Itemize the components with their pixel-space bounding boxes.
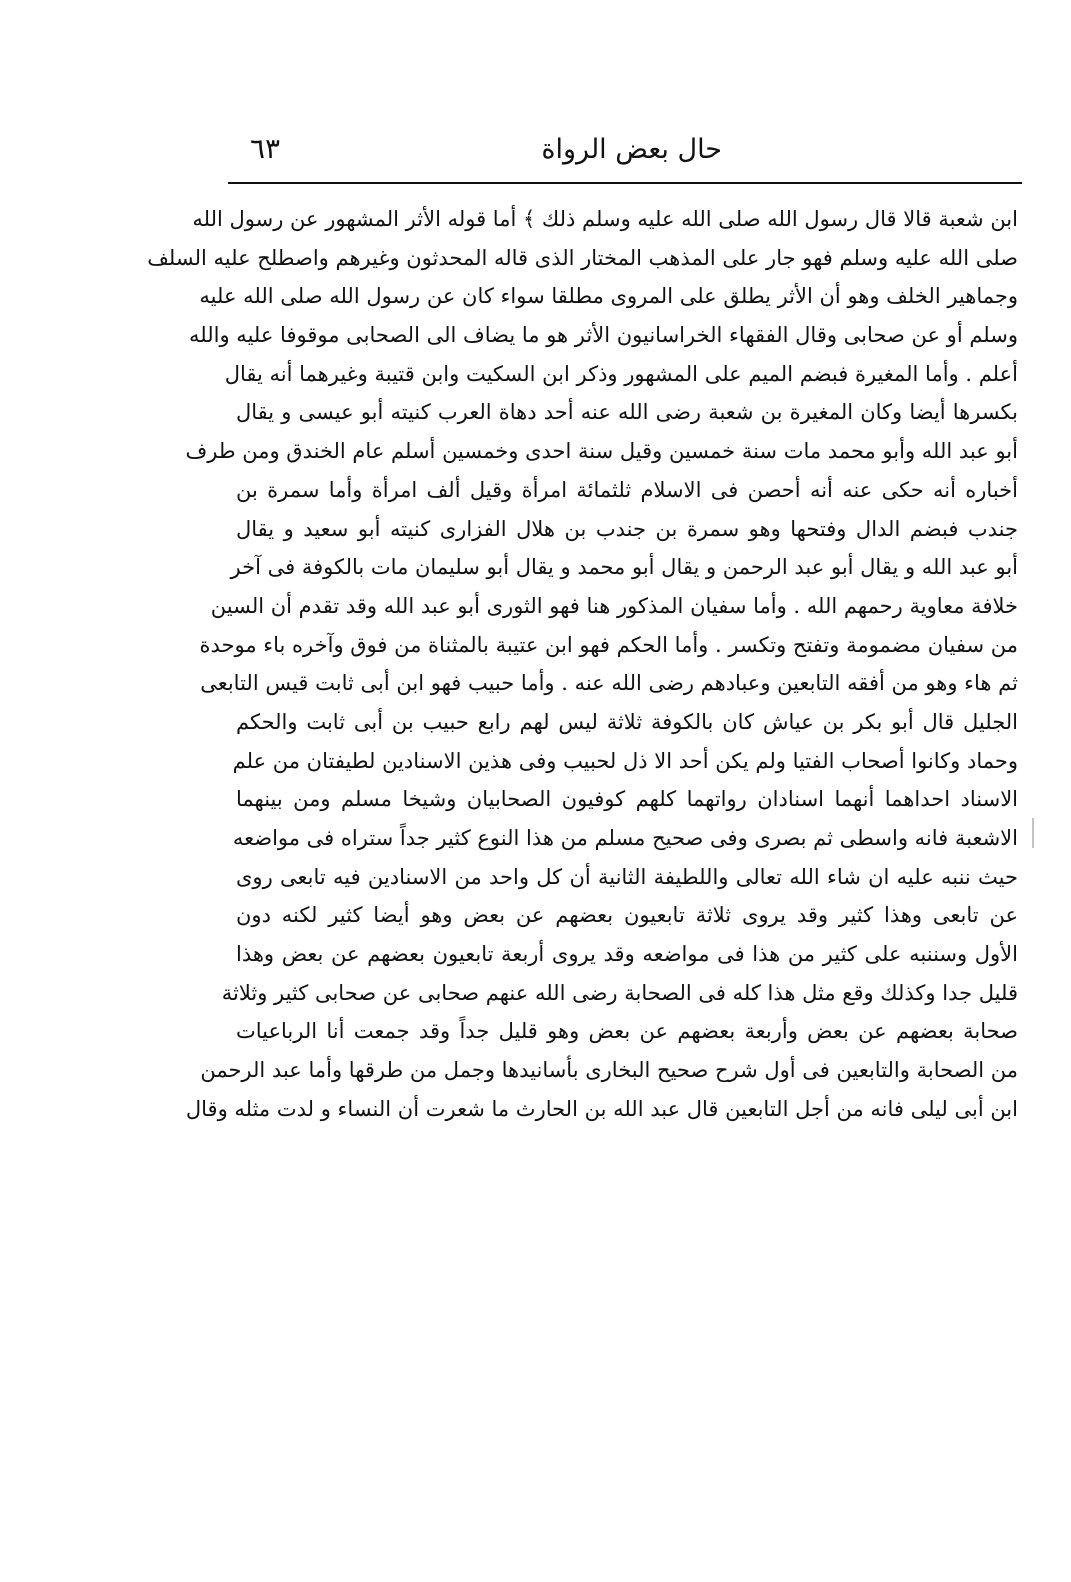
text-line: الأول وسننبه على كثير من هذا فى مواضعه وقد يروى أربعة تابعيون بعضهم عن بعض وهذا	[236, 942, 1018, 967]
text-line: بكسرها أيضا وكان المغيرة بن شعبة رضى الله عنه أحد دهاة العرب كنيته أبو عيسى و يقال	[236, 400, 1018, 425]
text-line: ابن شعبة قالا قال رسول الله صلى الله عليه وسلم ذلك ﴾ أما قوله الأثر المشهور عن رسول الله	[192, 207, 1018, 231]
page-number: ٦٣	[250, 132, 281, 165]
text-line: ثم هاء وهو من أفقه التابعين وعبادهم رضى الله عنه . وأما حبيب فهو ابن أبى ثابت قيس التابعى	[200, 671, 1018, 696]
text-line: وحماد وكانوا أصحاب الفتيا ولم يكن أحد الا ذل لحبيب وفى هذين الاسنادين لطيفتان من علم	[232, 748, 1018, 773]
running-title: حال بعض الرواة	[541, 134, 722, 165]
text-line: قليل جدا وكذلك وقع مثل هذا كله فى الصحابة رضى الله عنهم صحابى عن صحابى كثير وثلاثة	[221, 980, 1018, 1005]
text-line: أبو عبد الله وأبو محمد مات سنة خمسين وقيل سنة احدى وخمسين أسلم عام الخندق ومن طرف	[185, 439, 1018, 464]
text-line: الاسناد احداهما أنهما اسنادان رواتهما كلهم كوفيون الصحابيان وشيخا مسلم ومن بينهما	[236, 787, 1018, 812]
text-line: الاشعبة فانه واسطى ثم بصرى وفى صحيح مسلم من هذا النوع كثير جداً ستراه فى مواضعه	[232, 826, 1018, 850]
text-line: ابن أبى ليلى فانه من أجل التابعين قال عبد الله بن الحارث ما شعرت أن النساء و لدت مثله وقال	[185, 1096, 1018, 1121]
text-line: من سفيان مضمومة وتفتح وتكسر . وأما الحكم فهو ابن عتيبة بالمثناة من فوق وآخره باء موحدة	[199, 632, 1018, 657]
page-header	[228, 128, 1022, 178]
text-line: الجليل قال أبو بكر بن عياش كان بالكوفة ثلاثة ليس لهم رابع حبيب بن أبى ثابت والحكم	[236, 709, 1018, 734]
text-line: جندب فبضم الدال وفتحها وهو سمرة بن جندب بن هلال الفزارى كنيته أبو سعيد و يقال	[236, 516, 1018, 541]
text-line: وجماهير الخلف وهو أن الأثر يطلق على المروى مطلقا سواء كان عن رسول الله صلى الله عليه	[199, 284, 1018, 309]
margin-mark	[1032, 818, 1034, 848]
text-line: أبو عبد الله و يقال أبو عبد الرحمن و يقال أبو محمد و يقال أبو سليمان مات بالكوفة فى آخر	[230, 555, 1018, 580]
text-line: من الصحابة والتابعين فى أول شرح صحيح البخارى بأسانيدها وجمل من طرقها وأما عبد الرحمن	[200, 1058, 1018, 1083]
text-line: أخباره أنه حكى عنه أنه أحصن فى الاسلام ثلثمائة امرأة وقيل ألف امرأة وأما سمرة بن	[236, 477, 1018, 502]
text-line: وسلم أو عن صحابى وقال الفقهاء الخراسانيون الأثر هو ما يضاف الى الصحابى موقوفا عليه والله	[189, 323, 1018, 348]
text-line: صلى الله عليه وسلم فهو جار على المذهب المختار الذى قاله المحدثون وغيرهم واصطلح عليه السلف	[147, 245, 1018, 270]
text-line: عن تابعى وهذا كثير وقد يروى ثلاثة تابعيون بعضهم عن بعض وهو أيضا كثير لكنه دون	[236, 903, 1018, 928]
text-line: صحابة بعضهم عن بعض وأربعة بعضهم عن بعض وهو قليل جداً وقد جمعت أنا الرباعيات	[236, 1019, 1018, 1044]
text-line: خلافة معاوية رحمهم الله . وأما سفيان المذكور هنا فهو الثورى أبو عبد الله وقد تقدم أن السين	[210, 593, 1018, 618]
body-text	[147, 200, 1018, 1129]
text-line: حيث ننبه عليه ان شاء الله تعالى واللطيفة الثانية أن كل واحد من الاسنادين فيه تابعى روى	[236, 864, 1018, 889]
text-line: أعلم . وأما المغيرة فبضم الميم على المشهور وذكر ابن السكيت وابن قتيبة وغيرهما أنه يقال	[224, 361, 1018, 386]
header-rule	[228, 182, 1022, 184]
